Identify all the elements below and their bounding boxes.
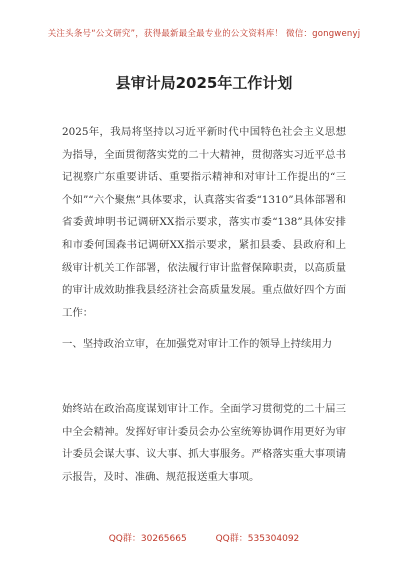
- header-note: 关注头条号“公文研究”，获得最新最全最专业的公文资料库！ 微信：gongwenyj: [47, 29, 361, 39]
- footer: [0, 531, 408, 544]
- section-heading-1: 一、坚持政治立审，在加强党对审计工作的领导上持续用力: [62, 338, 333, 350]
- document-title: 县审计局2025年工作计划: [115, 74, 293, 92]
- paragraph-section-1: 始终站在政治高度谋划审计工作。全面学习贯彻党的二十届三中全会精神。发挥好审计委员会办公室统筹协调作用更好为审计委员会谋大事、议大事、抓大事服务。严格落实重大事项请示报告，及时、准确、规范报送重大事项。: [62, 403, 346, 483]
- footer-qq-group-2: QQ群：535304092: [215, 534, 300, 544]
- footer-qq-group-1: QQ群：30265665: [108, 534, 187, 544]
- paragraph-intro: 2025年，我局将坚持以习近平新时代中国特色社会主义思想为指导，全面贯彻落实党的二十大精神，贯彻落实习近平总书记视察广东重要讲话、重要指示精神和对审计工作提出的“三个如”“六个聚焦”具体要求，认真落实省委“1310”具体部署和省委黄坤明书记调研XX指示要求，落实市委“138”具体安排和市委何国森书记调研XX指示要求，紧扣县委、县政府和上级审计机关工作部署，依法履行审计监督保障职责，以高质量的审计成效助推我县经济社会高质量发展。重点做好四个方面工作：: [62, 126, 346, 319]
